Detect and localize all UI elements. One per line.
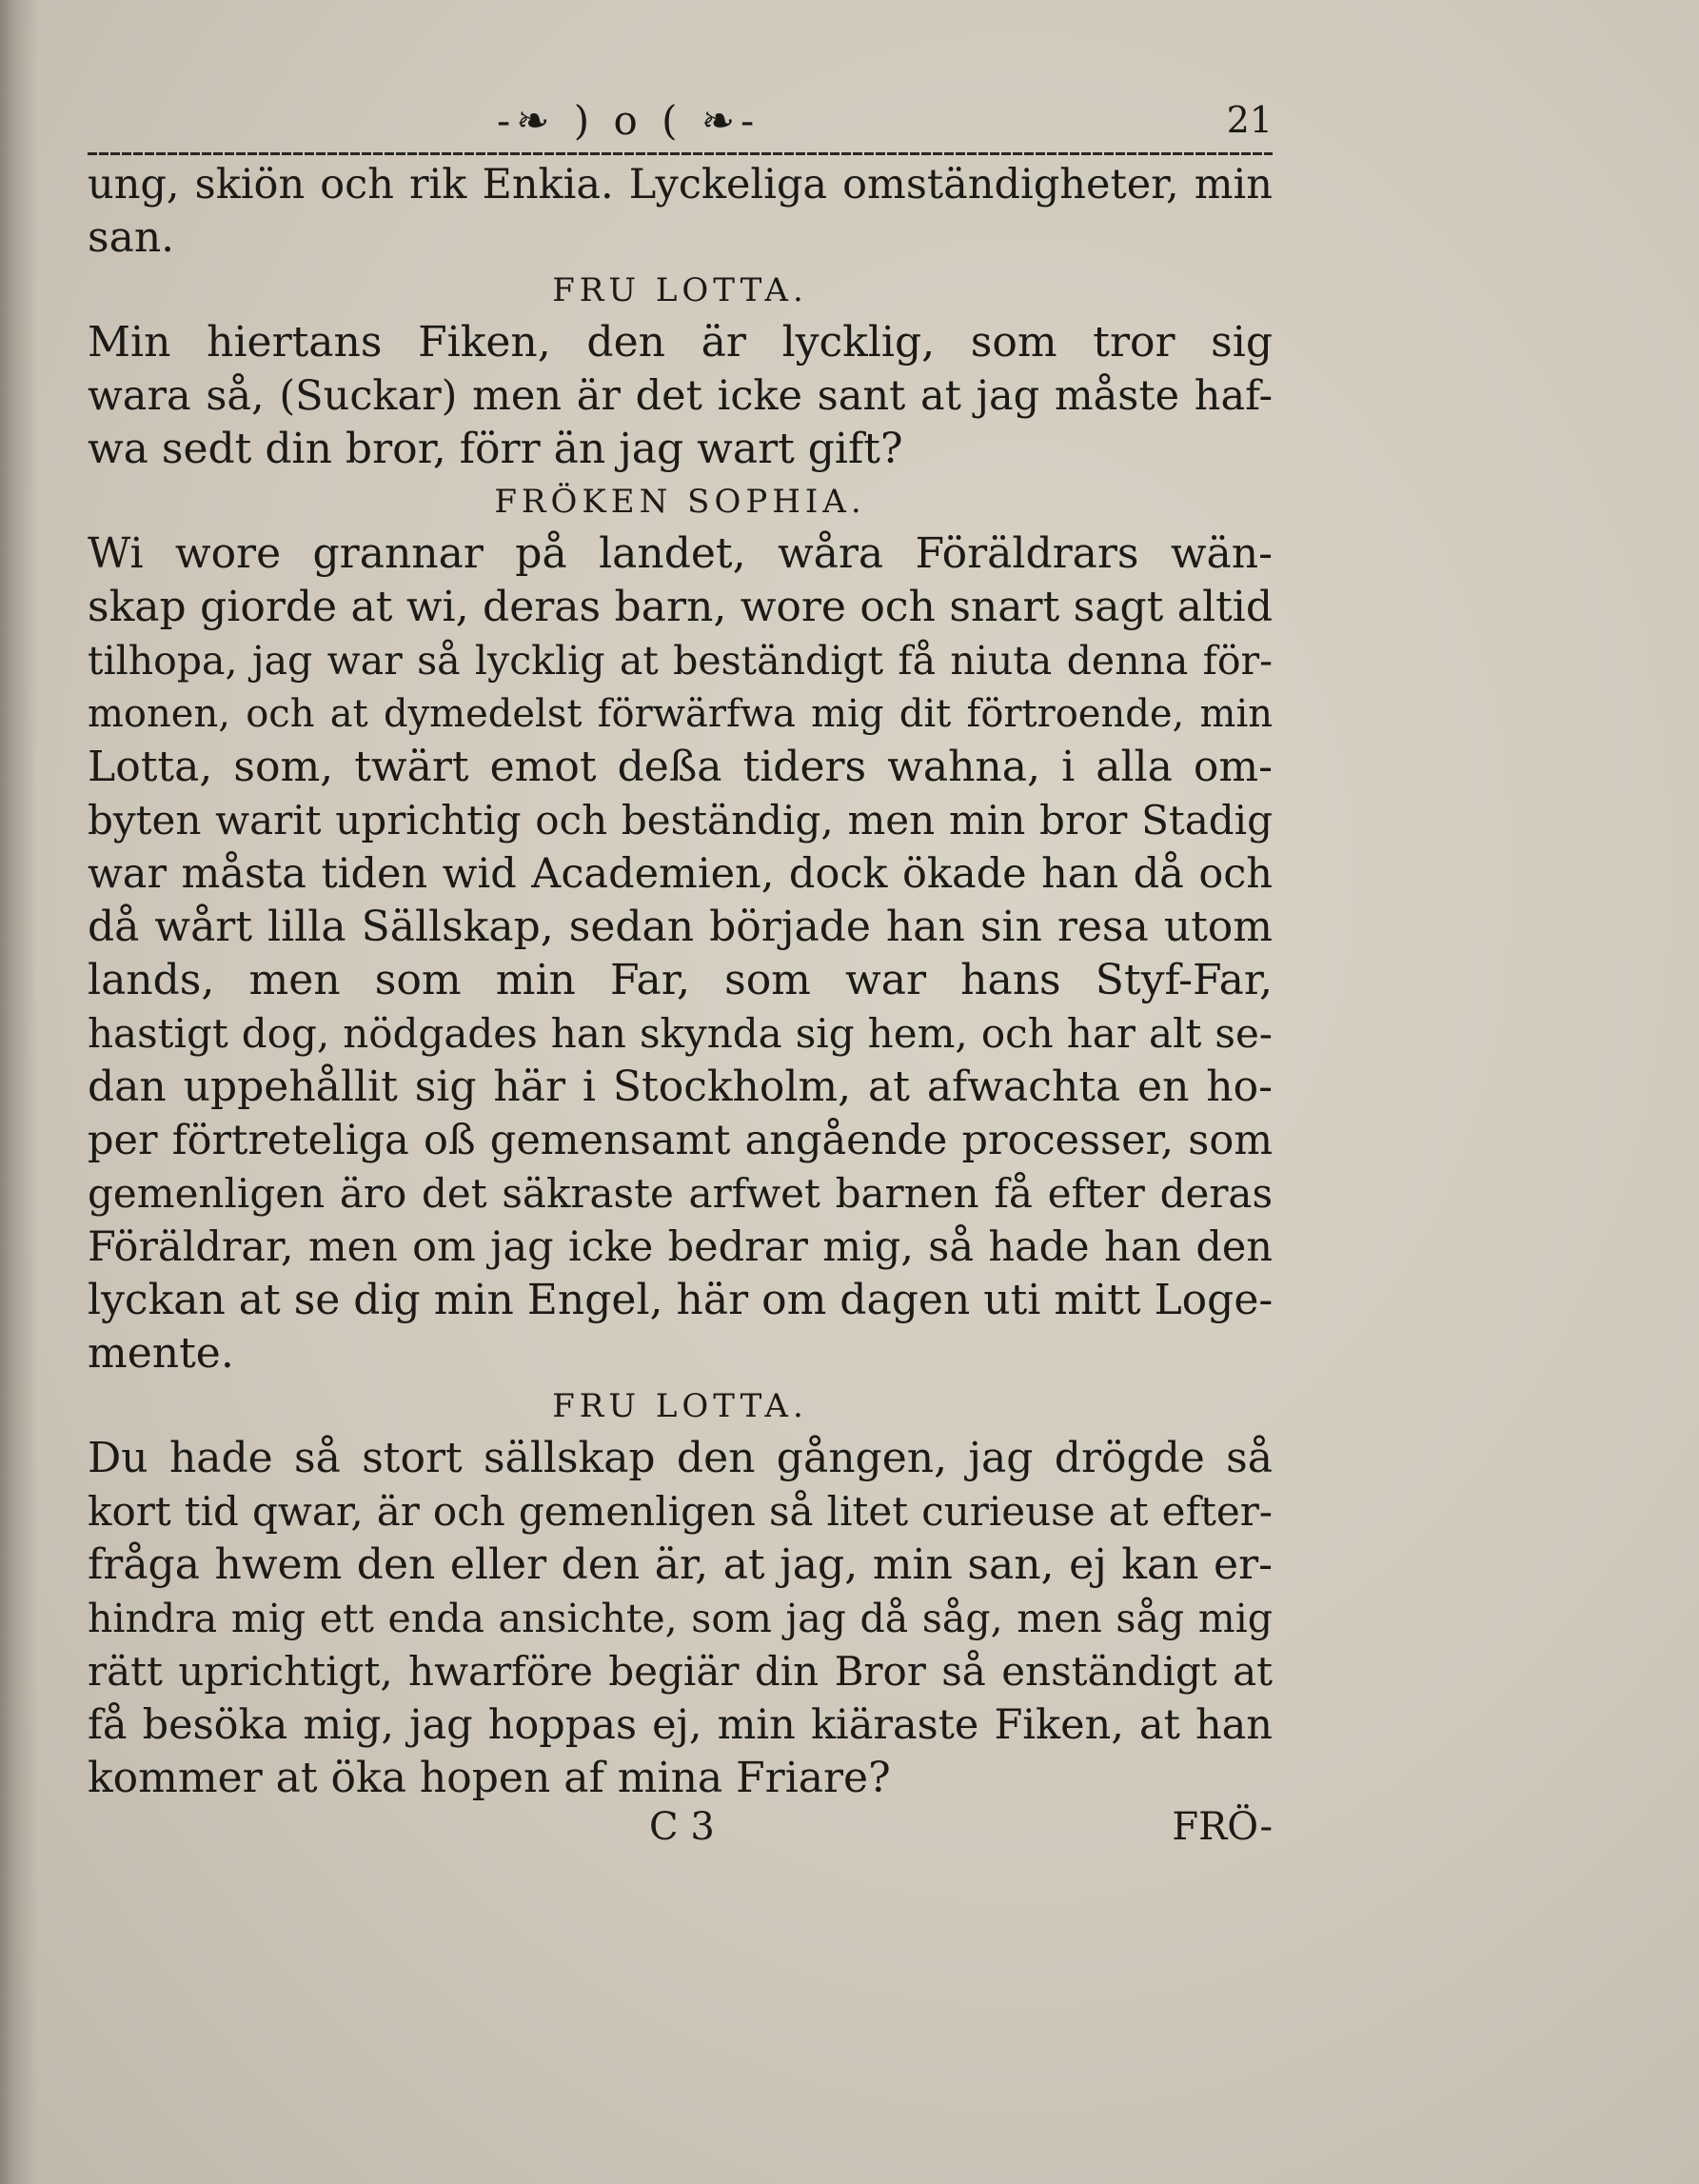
- text-line: byten warit uprichtig och beständig, men min bror Stadig: [88, 797, 1273, 844]
- speech-paragraph: [88, 527, 1273, 1380]
- text-line: kort tid qwar, är och gemenligen så litet curieuse at efter-: [88, 1488, 1273, 1535]
- page-number: 21: [1226, 99, 1273, 141]
- text-line: wara så, (Suckar) men är det icke sant at jag måste haf-: [88, 372, 1273, 420]
- text-line: wa sedt din bror, förr än jag wart gift?: [88, 425, 903, 473]
- catchword: FRÖ-: [1172, 1805, 1273, 1849]
- text-line: rätt uprichtigt, hwarföre begiär din Bror så enständigt at: [88, 1648, 1273, 1695]
- page-footer: [88, 1805, 1273, 1858]
- speech-paragraph: [88, 1432, 1273, 1805]
- text-line: Föräldrar, men om jag icke bedrar mig, så hade han den: [88, 1223, 1273, 1271]
- text-line: Lotta, som, twärt emot deßa tiders wahna, i alla om-: [88, 743, 1273, 791]
- text-line: per förtreteliga oß gemensamt angående processer, som: [88, 1117, 1273, 1164]
- text-line: kommer at öka hopen af mina Friare?: [88, 1754, 891, 1802]
- text-line: skap giorde at wi, deras barn, wore och snart sagt altid: [88, 583, 1273, 631]
- header-ornament: -❧ ) o ( ❧-: [497, 97, 761, 144]
- page-text-block: [88, 91, 1273, 1858]
- text-line: dan uppehållit sig här i Stockholm, at afwachta en ho-: [88, 1062, 1273, 1111]
- text-line: mente.: [88, 1329, 234, 1378]
- text-line: lands, men som min Far, som war hans Styf-Far,: [88, 956, 1273, 1004]
- text-line: då wårt lilla Sällskap, sedan började han sin resa utom: [88, 903, 1273, 951]
- text-line: Wi wore grannar på landet, wåra Föräldrars wän-: [88, 529, 1273, 578]
- text-line: lyckan at se dig min Engel, här om dagen uti mitt Loge-: [88, 1276, 1274, 1324]
- speech-paragraph: [88, 316, 1273, 476]
- signature-mark: C 3: [649, 1805, 715, 1849]
- text-line: Du hade så stort sällskap den gången, jag drögde så: [88, 1434, 1273, 1482]
- text-line: san.: [88, 213, 175, 262]
- text-line: Min hiertans Fiken, den är lycklig, som tror sig: [88, 318, 1273, 367]
- text-line: hindra mig ett enda ansichte, som jag då såg, men såg mig: [88, 1596, 1273, 1641]
- text-line: tilhopa, jag war så lycklig at beständigt få niuta denna för-: [88, 638, 1273, 684]
- text-line: ung, skiön och rik Enkia. Lyckeliga omständigheter, min: [88, 161, 1273, 208]
- gutter-shadow: [0, 0, 38, 2184]
- speaker-heading: FRU LOTTA.: [552, 1387, 808, 1425]
- text-line: monen, och at dymedelst förwärfwa mig dit förtroende, min: [88, 692, 1273, 736]
- text-line: gemenligen äro det säkraste arfwet barnen få efter deras: [88, 1170, 1273, 1217]
- speaker-heading: FRÖKEN SOPHIA.: [494, 483, 866, 521]
- text-line: war måsta tiden wid Academien, dock ökade han då och: [88, 850, 1273, 898]
- text-line: få besöka mig, jag hoppas ej, min kiäraste Fiken, at han: [88, 1701, 1273, 1749]
- text-line: hastigt dog, nödgades han skynda sig hem, och har alt se-: [88, 1010, 1273, 1057]
- speaker-heading: FRU LOTTA.: [552, 271, 808, 309]
- header-rule: [88, 152, 1273, 155]
- paragraph-continuation: [88, 158, 1273, 265]
- text-line: fråga hwem den eller den är, at jag, min san, ej kan er-: [88, 1540, 1273, 1589]
- running-header: [88, 91, 1273, 158]
